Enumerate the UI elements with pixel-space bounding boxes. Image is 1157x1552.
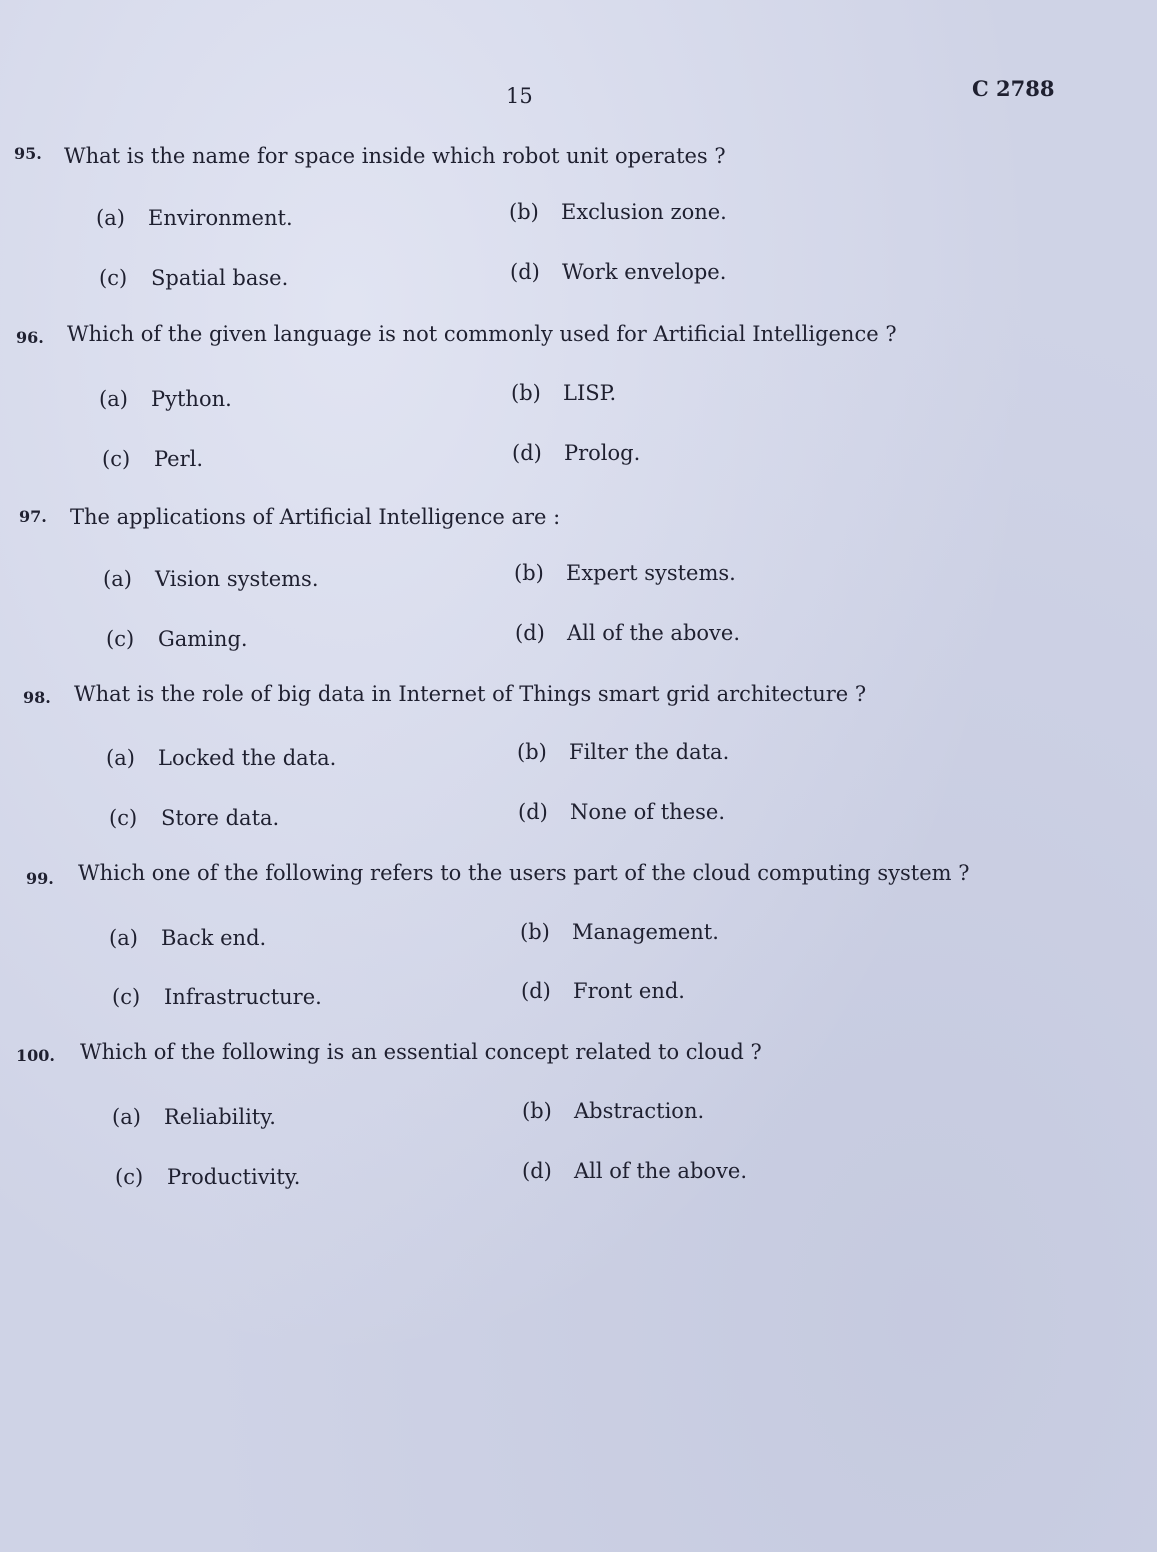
question-text: What is the role of big data in Internet of Things smart grid architecture ?: [74, 682, 867, 706]
question-text: What is the name for space inside which robot unit operates ?: [64, 144, 726, 168]
option-text: Productivity.: [167, 1165, 301, 1189]
option-text: LISP.: [563, 381, 617, 405]
option-text: Environment.: [148, 206, 293, 230]
option-text: All of the above.: [567, 621, 741, 645]
option-c: [106, 627, 248, 651]
option-d: [515, 621, 740, 645]
question-number: 98.: [23, 688, 51, 707]
option-label: (b): [522, 1099, 552, 1123]
option-b: [514, 561, 736, 585]
option-label: (a): [112, 1105, 141, 1129]
option-text: Python.: [151, 387, 232, 411]
option-text: Work envelope.: [562, 260, 727, 284]
option-label: (d): [512, 441, 542, 465]
option-text: All of the above.: [574, 1159, 748, 1183]
option-c: [102, 447, 203, 471]
question-95: [0, 144, 1157, 324]
option-c: [109, 806, 279, 830]
option-text: Locked the data.: [158, 746, 337, 770]
option-label: (d): [515, 621, 545, 645]
option-label: (c): [99, 266, 128, 290]
option-label: (b): [509, 200, 539, 224]
question-number: 99.: [26, 869, 54, 888]
option-b: [522, 1099, 704, 1123]
question-text: Which one of the following refers to the users part of the cloud computing system ?: [78, 861, 970, 885]
option-text: Vision systems.: [155, 567, 319, 591]
option-text: Management.: [572, 920, 719, 944]
option-label: (c): [112, 985, 141, 1009]
option-label: (d): [521, 979, 551, 1003]
option-d: [510, 260, 726, 284]
question-number: 97.: [19, 507, 47, 526]
option-label: (b): [520, 920, 550, 944]
option-label: (d): [510, 260, 540, 284]
option-label: (d): [522, 1159, 552, 1183]
option-text: Filter the data.: [569, 740, 730, 764]
option-b: [511, 381, 616, 405]
option-text: Expert systems.: [566, 561, 736, 585]
option-text: None of these.: [570, 800, 726, 824]
option-label: (a): [106, 746, 135, 770]
option-text: Infrastructure.: [164, 985, 322, 1009]
question-100: [0, 1040, 1157, 1220]
option-label: (c): [102, 447, 131, 471]
option-label: (a): [109, 926, 138, 950]
option-text: Prolog.: [564, 441, 641, 465]
option-a: [109, 926, 266, 950]
option-label: (a): [99, 387, 128, 411]
page-number: 15: [506, 84, 533, 108]
option-b: [520, 920, 719, 944]
option-label: (b): [517, 740, 547, 764]
option-c: [99, 266, 288, 290]
question-99: [0, 859, 1157, 1039]
option-a: [103, 567, 319, 591]
option-label: (c): [109, 806, 138, 830]
option-label: (c): [106, 627, 135, 651]
option-b: [517, 740, 729, 764]
option-label: (d): [518, 800, 548, 824]
option-d: [521, 979, 685, 1003]
question-98: [0, 680, 1157, 860]
option-text: Back end.: [161, 926, 267, 950]
option-label: (a): [96, 206, 125, 230]
option-text: Exclusion zone.: [561, 200, 727, 224]
option-label: (a): [103, 567, 132, 591]
option-d: [512, 441, 640, 465]
question-text: The applications of Artificial Intelligence are :: [70, 505, 561, 529]
question-text: Which of the given language is not commonly used for Artificial Intelligence ?: [67, 322, 897, 346]
option-a: [106, 746, 336, 770]
option-text: Reliability.: [164, 1105, 276, 1129]
option-d: [522, 1159, 747, 1183]
question-number: 100.: [16, 1046, 55, 1065]
question-97: [0, 505, 1157, 685]
question-text: Which of the following is an essential concept related to cloud ?: [80, 1040, 762, 1064]
option-text: Store data.: [161, 806, 280, 830]
option-label: (b): [514, 561, 544, 585]
option-text: Abstraction.: [574, 1099, 705, 1123]
option-c: [112, 985, 322, 1009]
paper-code: C 2788: [972, 76, 1055, 101]
option-text: Front end.: [573, 979, 685, 1003]
option-a: [96, 206, 293, 230]
option-text: Perl.: [154, 447, 204, 471]
option-text: Gaming.: [158, 627, 248, 651]
option-label: (c): [115, 1165, 144, 1189]
question-number: 95.: [14, 144, 42, 163]
question-96: [0, 322, 1157, 502]
option-c: [115, 1165, 300, 1189]
option-label: (b): [511, 381, 541, 405]
question-number: 96.: [16, 328, 44, 347]
option-text: Spatial base.: [151, 266, 289, 290]
option-a: [99, 387, 232, 411]
option-d: [518, 800, 725, 824]
option-a: [112, 1105, 276, 1129]
option-b: [509, 200, 727, 224]
